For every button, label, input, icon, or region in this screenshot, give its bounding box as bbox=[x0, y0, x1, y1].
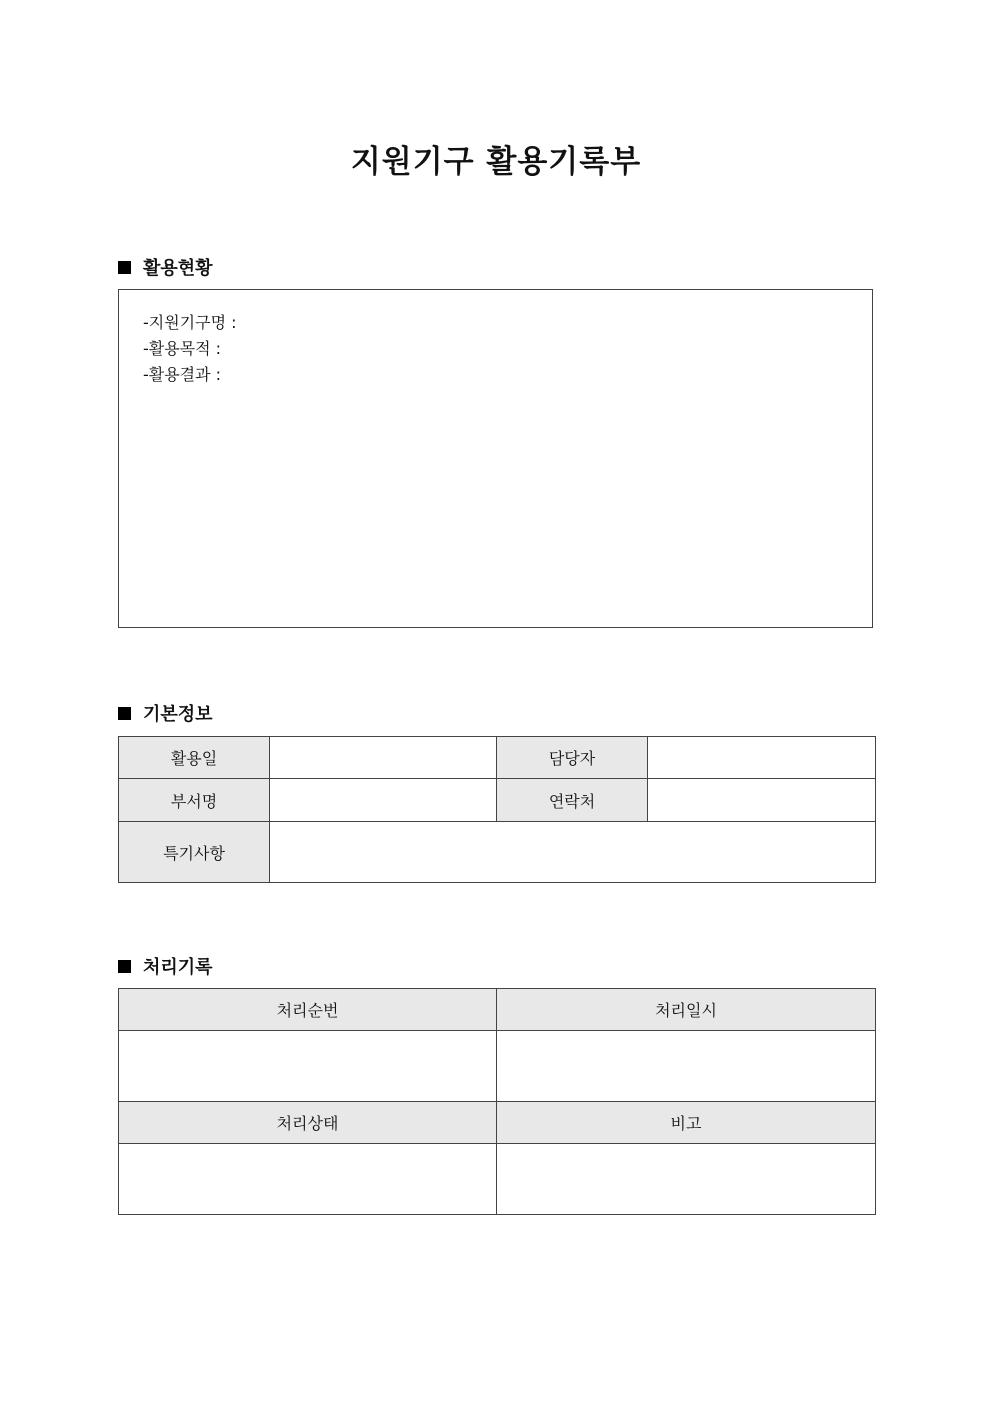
processing-status-label: 처리상태 bbox=[119, 1102, 497, 1144]
manager-field[interactable] bbox=[648, 737, 876, 779]
basic-info-heading-text: 기본정보 bbox=[143, 704, 213, 725]
processing-datetime-field[interactable] bbox=[497, 1031, 876, 1102]
table-row bbox=[119, 1144, 876, 1215]
department-label: 부서명 bbox=[119, 779, 270, 822]
remarks-field[interactable] bbox=[270, 822, 876, 883]
table-row bbox=[119, 1031, 876, 1102]
processing-datetime-label: 처리일시 bbox=[497, 989, 876, 1031]
processing-record-heading bbox=[118, 953, 213, 979]
usage-purpose-line: -활용목적 : bbox=[143, 339, 222, 358]
contact-field[interactable] bbox=[648, 779, 876, 822]
department-field[interactable] bbox=[270, 779, 497, 822]
square-bullet-icon bbox=[118, 707, 131, 720]
note-label: 비고 bbox=[497, 1102, 876, 1144]
device-name-line: -지원기구명 : bbox=[143, 313, 237, 332]
page-title: 지원기구 활용기록부 bbox=[350, 144, 642, 180]
table-row bbox=[119, 779, 876, 822]
usage-result-line: -활용결과 : bbox=[143, 365, 222, 384]
table-row bbox=[119, 1102, 876, 1144]
basic-info-heading bbox=[118, 700, 213, 726]
processing-status-field[interactable] bbox=[119, 1144, 497, 1215]
processing-record-heading-text: 처리기록 bbox=[143, 957, 213, 978]
square-bullet-icon bbox=[118, 960, 131, 973]
table-row bbox=[119, 989, 876, 1031]
note-field[interactable] bbox=[497, 1144, 876, 1215]
usage-status-box[interactable] bbox=[118, 289, 873, 628]
processing-seq-label: 처리순번 bbox=[119, 989, 497, 1031]
processing-seq-field[interactable] bbox=[119, 1031, 497, 1102]
table-row bbox=[119, 737, 876, 779]
square-bullet-icon bbox=[118, 261, 131, 274]
usage-date-field[interactable] bbox=[270, 737, 497, 779]
processing-record-table bbox=[118, 988, 876, 1215]
usage-status-heading bbox=[118, 254, 213, 280]
remarks-label: 특기사항 bbox=[119, 822, 270, 883]
usage-status-heading-text: 활용현황 bbox=[143, 258, 213, 279]
usage-date-label: 활용일 bbox=[119, 737, 270, 779]
manager-label: 담당자 bbox=[497, 737, 648, 779]
basic-info-table bbox=[118, 736, 876, 883]
table-row bbox=[119, 822, 876, 883]
contact-label: 연락처 bbox=[497, 779, 648, 822]
